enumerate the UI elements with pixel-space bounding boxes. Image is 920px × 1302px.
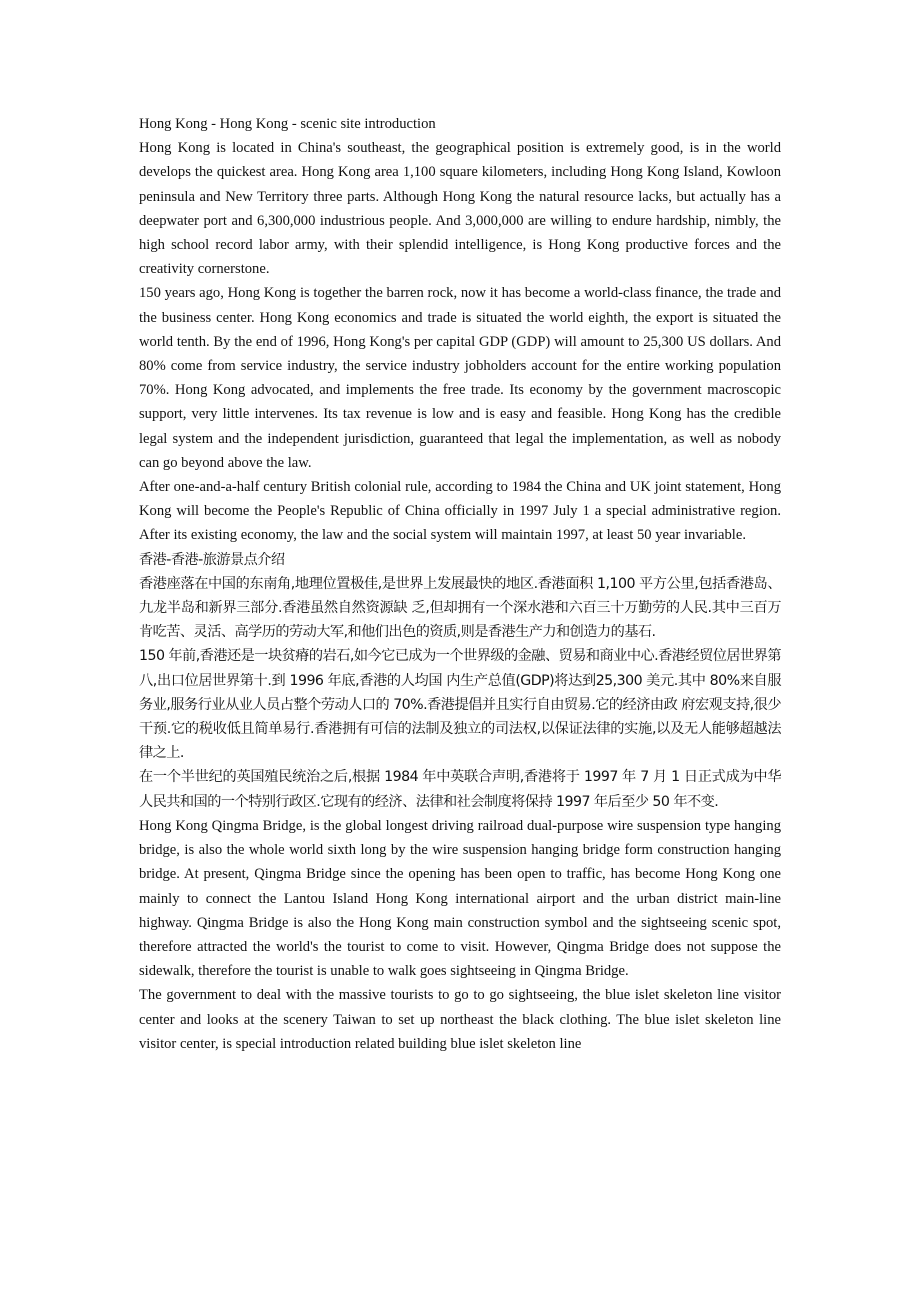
english-paragraph-economy: 150 years ago, Hong Kong is together the barren rock, now it has become a world-class finance, the trade and the business center. Hong Kong economics and trade is situated the world eighth, the export is situated the world tenth. By the end of 1996, Hong Kong's per capital GDP (GDP) will amount to 25,300 US dollars. And 80% come from service industry, the service industry jobholders account for the entire working population 70%. Hong Kong advocated, and implements the free trade. Its economy by the government macroscopic support, very little intervenes. Its tax revenue is low and is easy and feasible. Hong Kong has the credible legal system and the independent jurisdiction, guaranteed that legal the implementation, as well as nobody can go beyond above the law. xyxy=(139,285,781,471)
english-title: Hong Kong - Hong Kong - scenic site introduction xyxy=(139,116,436,132)
document-page xyxy=(139,112,781,1056)
english-paragraph-handover: After one-and-a-half century British colonial rule, according to 1984 the China and UK joint statement, Hong Kong will become the People's Republic of China officially in 1997 July 1 a special administrative region. After its existing economy, the law and the social system will maintain 1997, at least 50 year invariable. xyxy=(139,479,781,544)
english-paragraph-location: Hong Kong is located in China's southeast, the geographical position is extremely good, is in the world develops the quickest area. Hong Kong area 1,100 square kilometers, including Hong Kong Island, Kowloon peninsula and New Territory three parts. Although Hong Kong the natural resource lacks, but actually has a deepwater port and 6,300,000 industrious people. And 3,000,000 are willing to endure hardship, nimbly, the high school record labor army, with their splendid intelligence, is Hong Kong productive forces and the creativity cornerstone. xyxy=(139,140,781,278)
chinese-paragraph-location: 香港座落在中国的东南角,地理位置极佳,是世界上发展最快的地区.香港面积 1,100 平方公里,包括香港岛、九龙半岛和新界三部分.香港虽然自然资源缺 乏,但却拥有一个深水港和六百三十万勤劳的人民.其中三百万肯吃苦、灵活、高学历的劳动大军,和他们出色的资质,则是香港生产力和创造力的基石. xyxy=(139,575,781,641)
chinese-title: 香港-香港-旅游景点介绍 xyxy=(139,551,285,568)
english-paragraph-visitor-center: The government to deal with the massive tourists to go to go sightseeing, the blue islet skeleton line visitor center and looks at the scenery Taiwan to set up northeast the black clothing. The blue islet skeleton line visitor center, is special introduction related building blue islet skeleton line xyxy=(139,987,781,1052)
chinese-paragraph-handover: 在一个半世纪的英国殖民统治之后,根据 1984 年中英联合声明,香港将于 1997 年 7 月 1 日正式成为中华人民共和国的一个特别行政区.它现有的经济、法律和社会制度将保持 1997 年后至少 50 年不变. xyxy=(139,769,781,810)
english-paragraph-qingma-bridge: Hong Kong Qingma Bridge, is the global longest driving railroad dual-purpose wire suspension type hanging bridge, is also the whole world sixth long by the wire suspension hanging bridge form construction hanging bridge. At present, Qingma Bridge since the opening has been open to traffic, has become Hong Kong one mainly to connect the Lantou Island Hong Kong international airport and the urban district main-line highway. Qingma Bridge is also the Hong Kong main construction symbol and the sightseeing scenic spot, therefore attracted the world's the tourist to come to visit. However, Qingma Bridge does not suppose the sidewalk, therefore the tourist is unable to walk goes sightseeing in Qingma Bridge. xyxy=(139,817,781,980)
chinese-paragraph-economy: 150 年前,香港还是一块贫瘠的岩石,如今它已成为一个世界级的金融、贸易和商业中心.香港经贸位居世界第八,出口位居世界第十.到 1996 年底,香港的人均国 内生产总值(GDP)将达到25,300 美元.其中 80%来自服务业,服务行业从业人员占整个劳动人口的 70%.香港提倡并且实行自由贸易.它的经济由政 府宏观支持,很少干预.它的税收低且简单易行.香港拥有可信的法制及独立的司法权,以保证法律的实施,以及无人能够超越法律之上. xyxy=(139,648,781,762)
